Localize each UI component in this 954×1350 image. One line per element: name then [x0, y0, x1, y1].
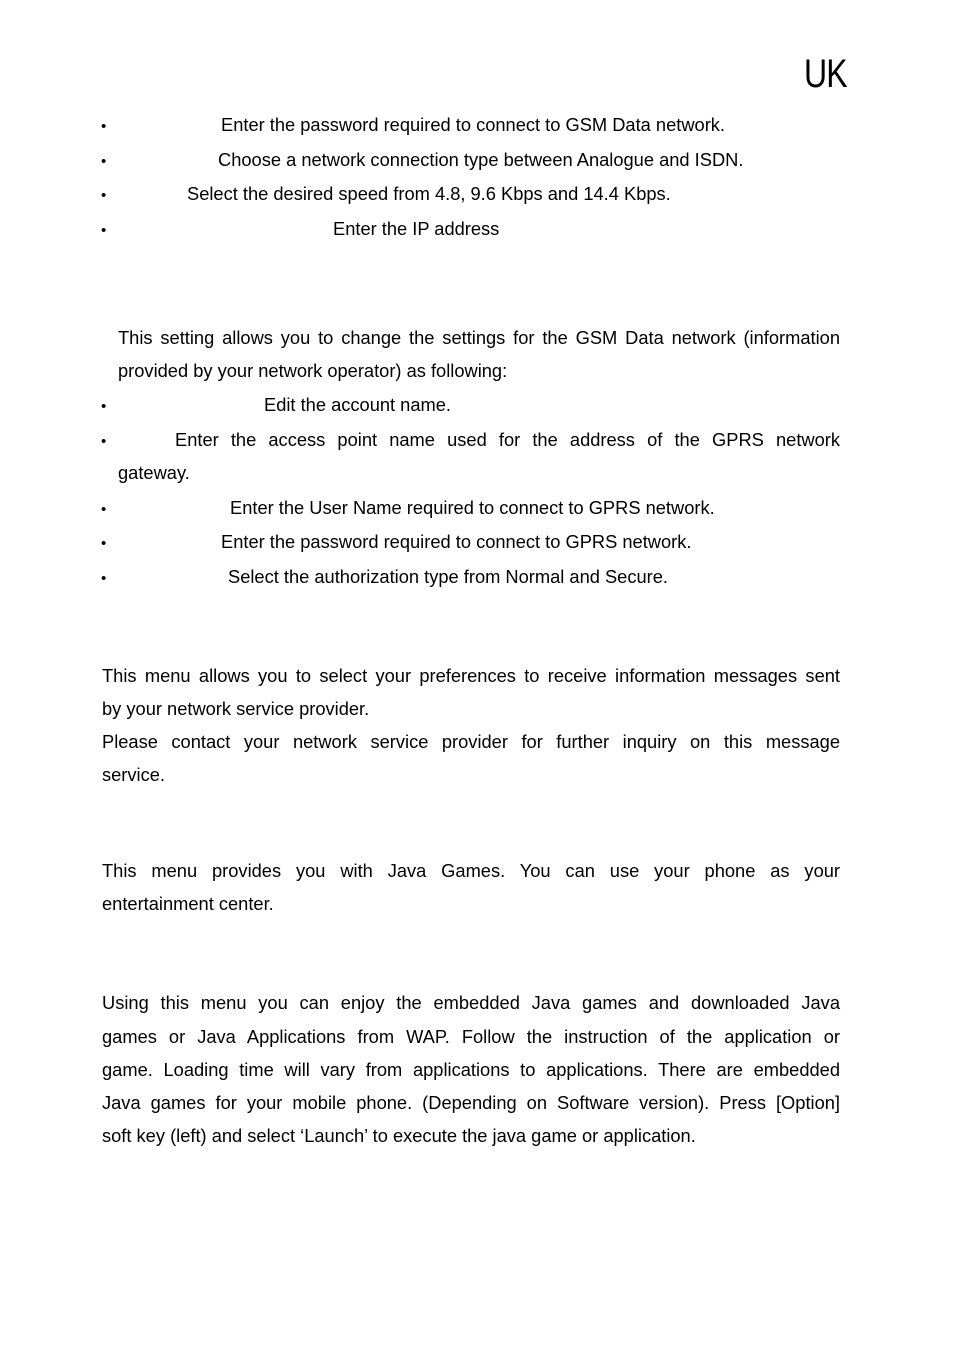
java-games-paragraph-line: games or Java Applications from WAP. Follow the instruction of the application or — [102, 1026, 840, 1047]
bullet-icon: • — [101, 222, 107, 239]
gprs-password-item: Enter the password required to connect to GPRS network. — [221, 531, 692, 552]
java-paragraph-line: This menu provides you with Java Games. You can use your phone as your — [102, 860, 840, 881]
java-games-paragraph-line: game. Loading time will vary from applications to applications. There are embedded — [102, 1059, 840, 1080]
java-games-paragraph-line: soft key (left) and select ‘Launch’ to execute the java game or application. — [102, 1125, 696, 1146]
language-tag: UK — [804, 52, 847, 96]
bullet-icon: • — [101, 187, 107, 204]
info-paragraph-line: service. — [102, 764, 165, 785]
bullet-icon: • — [101, 153, 107, 170]
bullet-icon: • — [101, 570, 107, 587]
info-paragraph-line: by your network service provider. — [102, 698, 370, 719]
bullet-icon: • — [101, 433, 107, 450]
gprs-apn-item-cont: gateway. — [118, 462, 190, 483]
gsm-connection-type-item: Choose a network connection type between Analogue and ISDN. — [218, 149, 744, 170]
bullet-icon: • — [101, 535, 107, 552]
bullet-icon: • — [101, 398, 107, 415]
info-paragraph-line: This menu allows you to select your preferences to receive information messages sent — [102, 665, 840, 686]
gsm-speed-item: Select the desired speed from 4.8, 9.6 Kbps and 14.4 Kbps. — [187, 183, 671, 204]
gsm-ip-address-item: Enter the IP address — [333, 218, 500, 239]
gprs-intro-line: provided by your network operator) as following: — [118, 360, 508, 381]
gsm-password-item: Enter the password required to connect to GSM Data network. — [221, 114, 726, 135]
gprs-authorization-item: Select the authorization type from Normal and Secure. — [228, 566, 668, 587]
java-games-paragraph-line: Java games for your mobile phone. (Depending on Software version). Press [Option] — [102, 1092, 840, 1113]
java-games-paragraph-line: Using this menu you can enjoy the embedded Java games and downloaded Java — [102, 992, 840, 1013]
gprs-username-item: Enter the User Name required to connect to GPRS network. — [230, 497, 715, 518]
java-paragraph-line: entertainment center. — [102, 893, 274, 914]
bullet-icon: • — [101, 501, 107, 518]
gprs-intro-line: This setting allows you to change the settings for the GSM Data network (information — [118, 327, 840, 348]
bullet-icon: • — [101, 118, 107, 135]
gprs-account-name-item: Edit the account name. — [264, 394, 451, 415]
gprs-apn-item: Enter the access point name used for the address of the GPRS network — [175, 429, 840, 450]
info-paragraph-line: Please contact your network service provider for further inquiry on this message — [102, 731, 840, 752]
